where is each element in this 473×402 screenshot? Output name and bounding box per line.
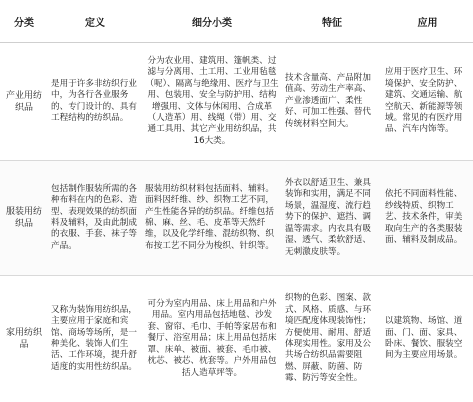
row-definition: 包括制作服装所需的各种布料在内的色彩、造型、表现效果的纺织面料及辅料，及由此制成的衣服、手套、袜子等产品。	[48, 161, 142, 276]
row-subclasses: 分为农业用、建筑用、篷帆类、过滤与分离用、土工用、工业用毡毯（呢）、隔离与绝缘用、医疗与卫生用、包装用、安全与防护用、结构增强用、文体与休闲用、合成革（人造革）用、线绳（带）用、交通工具用、其它产业用纺织品，共16大类。	[142, 43, 282, 161]
header-category: 分类	[0, 0, 48, 43]
row-definition: 是用于许多非纺织行业中，为各行各业服务的、专门设计的、具有工程结构的纺织品。	[48, 43, 142, 161]
row-category: 家用纺织品	[0, 276, 48, 402]
row-applications: 依托不同面料性能、纱线特质、织物工艺、技术条件，审美取向生产的各类服装面、辅料及制成品。	[382, 161, 473, 276]
table-row	[0, 276, 473, 402]
header-applications: 应用	[382, 0, 473, 43]
row-applications: 以建筑物、场馆、道面、门、面、家具、卧床、餐饮、服装空间为主要应用场景。	[382, 276, 473, 402]
header-features: 特征	[282, 0, 382, 43]
row-features: 外衣以舒适卫生、兼具装饰和实用，满足不同场景，温湿度、流行趋势下的保护、遮挡、调温等需求。内衣具有吸湿、透气、柔软舒适、无刺激皮肤等。	[282, 161, 382, 276]
header-definition: 定义	[48, 0, 142, 43]
row-subclasses: 服装用纺织材料包括面料、辅料。面料因纤维、纱、织物工艺不同，产生性能各异的纺织品。纤维包括棉、麻、丝、毛、皮革等天然纤维，以及化学纤维、混纺织物、织布按工艺不同分为梭织、针织等。	[142, 161, 282, 276]
table-row	[0, 43, 473, 161]
row-features: 技术含量高、产品附加值高、劳动生产率高、产业渗透面广、柔性好、可加工性强、替代传统材料空间大。	[282, 43, 382, 161]
row-category: 产业用纺织品	[0, 43, 48, 161]
row-definition: 又称为装饰用纺织品，主要应用于家庭和宾馆、商场等场所，是一种美化、装饰人们生活、工作环境，提升舒适度的实用性纺织品。	[48, 276, 142, 402]
header-row	[0, 0, 473, 43]
header-subclasses: 细分小类	[142, 0, 282, 43]
row-subclasses: 可分为室内用品、床上用品和户外用品。室内用品包括地毯、沙发套、窗帘、毛巾、手帕等家居布和餐厅、浴室用品；床上用品包括床罩、床单、被面、被套、毛巾被、枕芯、被芯、枕套等。户外用品包括人造草坪等。	[142, 276, 282, 402]
row-features: 织物的色彩、图案、款式、风格、质感、与环境匹配度体现装饰性；方便使用、耐用、舒适体现实用性。家用及公共场合纺织品需要阻燃、屏蔽、防菌、防霉、防污等安全性。	[282, 276, 382, 402]
table-row	[0, 161, 473, 276]
row-category: 服装用纺织品	[0, 161, 48, 276]
row-applications: 应用于医疗卫生、环境保护、安全防护、建筑、交通运输、航空航天、新能源等领域。常见的有医疗用品、汽车内饰等。	[382, 43, 473, 161]
